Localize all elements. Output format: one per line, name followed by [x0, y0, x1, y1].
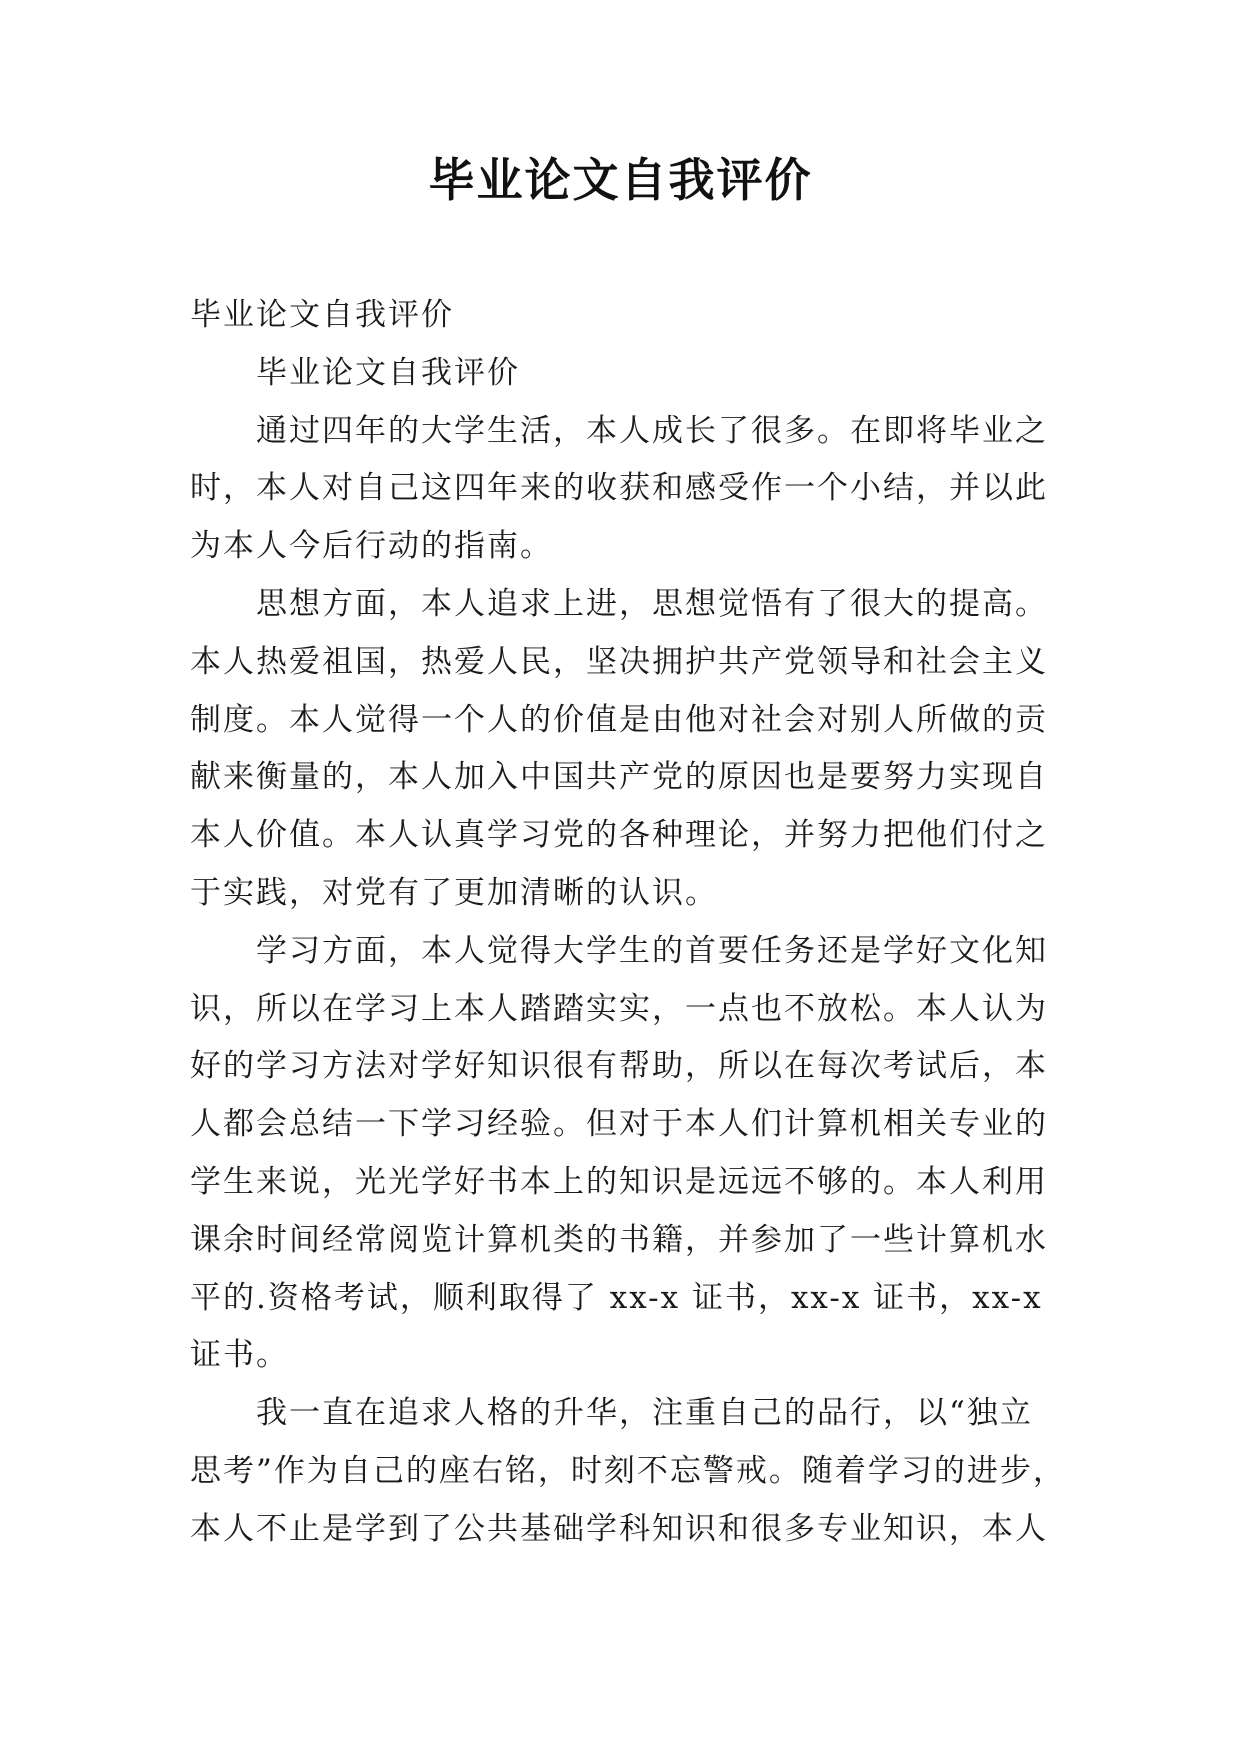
text-line: 为本人今后行动的指南。 — [190, 528, 553, 565]
text-line: 人都会总结一下学习经验。但对于本人们计算机相关专业的 — [190, 1106, 1048, 1143]
text-line: 时，本人对自己这四年来的收获和感受作一个小结，并以此 — [190, 470, 1048, 507]
text-line: 通过四年的大学生活，本人成长了很多。在即将毕业之 — [256, 412, 1048, 449]
text-line: 课余时间经常阅览计算机类的书籍，并参加了一些计算机水 — [190, 1221, 1048, 1258]
text-line: 制度。本人觉得一个人的价值是由他对社会对别人所做的贡 — [190, 701, 1048, 738]
text-line: 毕业论文自我评价 — [256, 354, 520, 391]
text-line: 毕业论文自我评价 — [190, 297, 454, 333]
text-line: 于实践，对党有了更加清晰的认识。 — [190, 874, 718, 911]
text-line: 思想方面，本人追求上进，思想觉悟有了很大的提高。 — [256, 585, 1048, 622]
text-line: 学习方面，本人觉得大学生的首要任务还是学好文化知 — [256, 932, 1048, 969]
text-line: 证书。 — [190, 1337, 289, 1374]
document-body — [190, 287, 1066, 1559]
text-line: 本人不止是学到了公共基础学科知识和很多专业知识，本人 — [190, 1510, 1048, 1547]
text-line: 思考”作为自己的座右铭，时刻不忘警戒。随着学习的进步， — [190, 1452, 1066, 1489]
text-line: 本人热爱祖国，热爱人民，坚决拥护共产党领导和社会主义 — [190, 643, 1048, 680]
text-line: 献来衡量的，本人加入中国共产党的原因也是要努力实现自 — [190, 759, 1048, 796]
text-line: 我一直在追求人格的升华，注重自己的品行，以“独立 — [256, 1395, 1033, 1432]
text-line: 平的.资格考试，顺利取得了 xx-x 证书，xx-x 证书，xx-x — [190, 1279, 1043, 1316]
text-line: 本人价值。本人认真学习党的各种理论，并努力把他们付之 — [190, 817, 1048, 854]
text-line: 识，所以在学习上本人踏踏实实，一点也不放松。本人认为 — [190, 990, 1048, 1027]
text-line: 好的学习方法对学好知识很有帮助，所以在每次考试后，本 — [190, 1048, 1048, 1085]
document-title: 毕业论文自我评价 — [428, 153, 813, 207]
text-line: 学生来说，光光学好书本上的知识是远远不够的。本人利用 — [190, 1163, 1048, 1200]
